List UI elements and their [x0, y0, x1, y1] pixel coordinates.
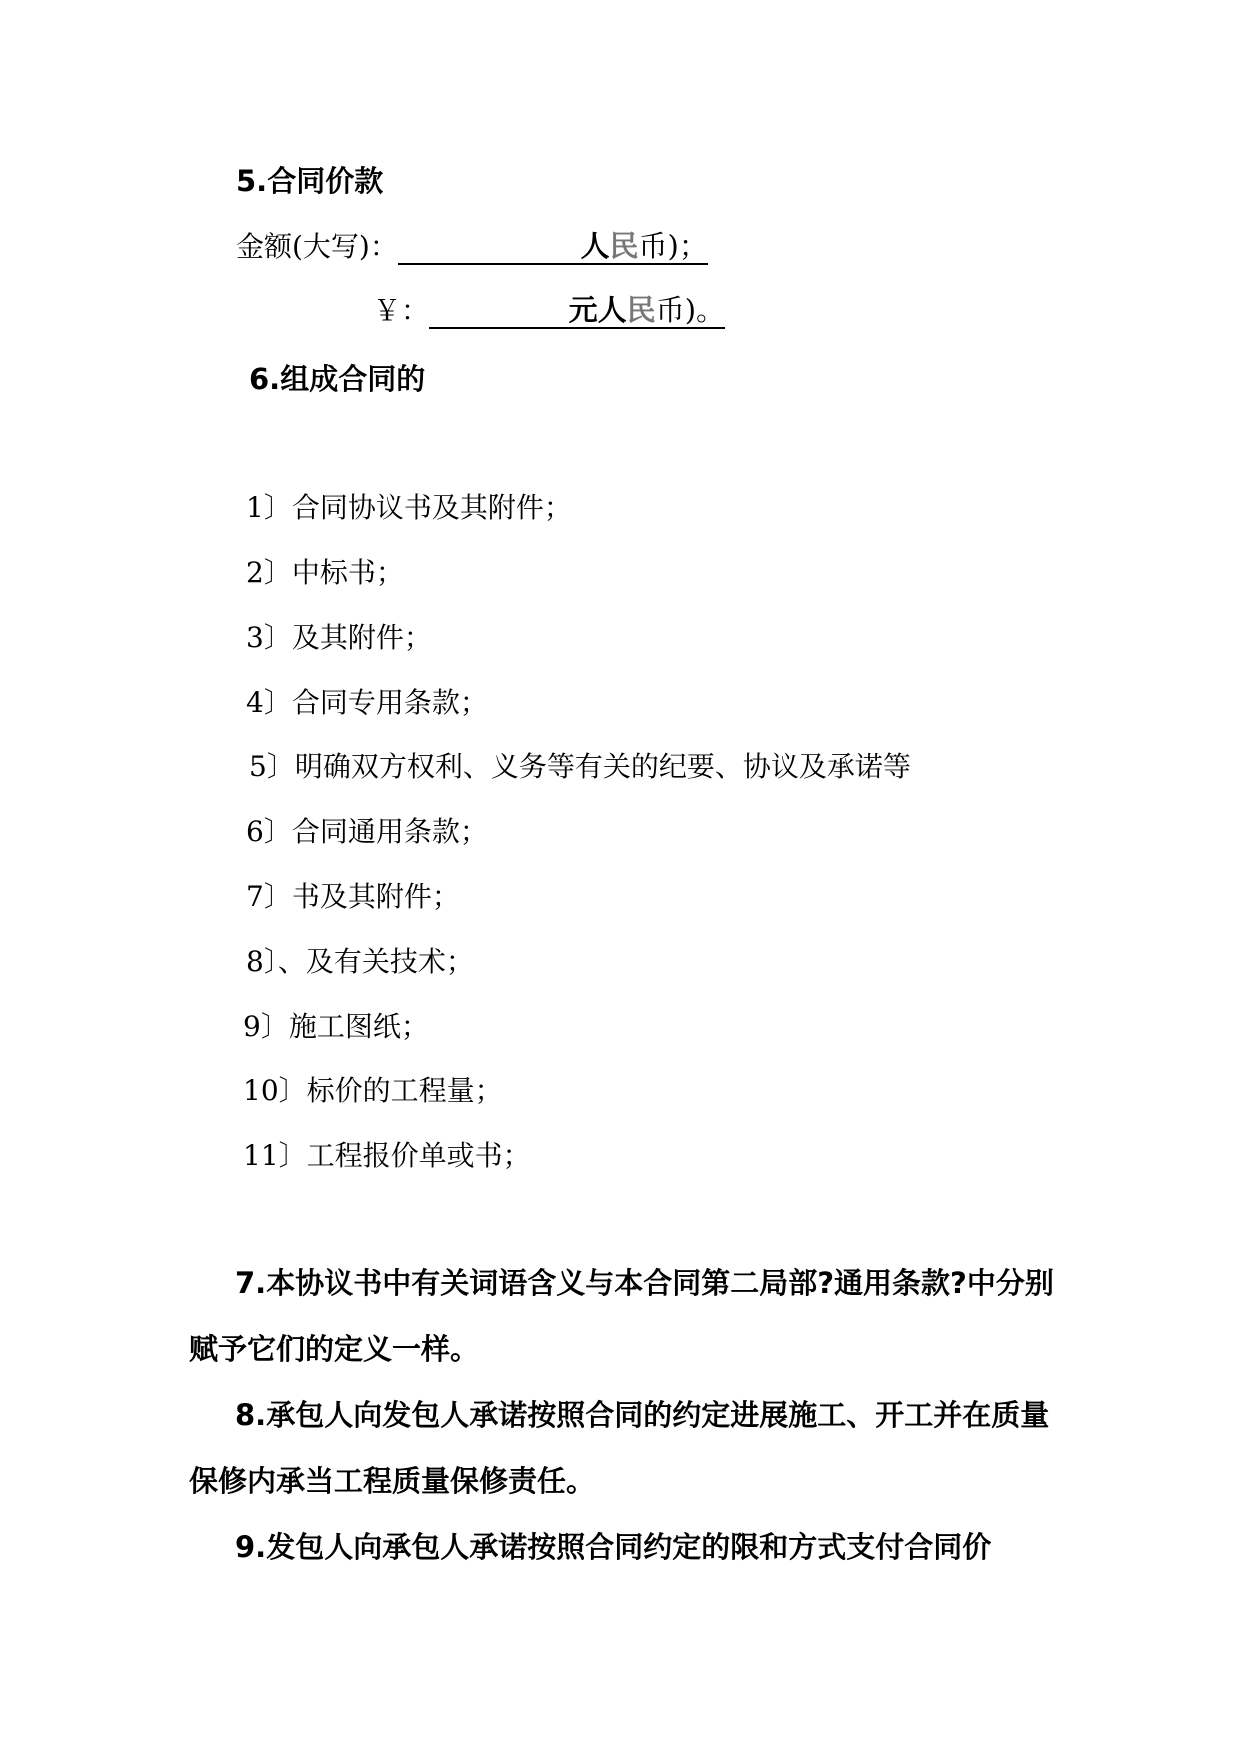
amount-in-words-row	[236, 229, 708, 265]
list-item: 11〕工程报价单或书；	[243, 1139, 531, 1172]
section-5-heading: 5.合同价款	[236, 164, 384, 198]
list-item: 1〕合同协议书及其附件；	[246, 491, 572, 524]
list-item: 3〕及其附件；	[246, 621, 432, 654]
list-item: 2〕中标书；	[246, 556, 404, 589]
list-item: 6〕合同通用条款；	[246, 815, 488, 848]
amount-suffix-1: 人	[580, 229, 610, 263]
yen-suffix-3: 币)。	[655, 293, 726, 327]
amount-in-figures-row	[373, 293, 725, 329]
yen-suffix-2: 民	[626, 293, 656, 327]
yen-suffix-1: 元人	[568, 293, 627, 327]
amount-suffix-2: 民	[609, 229, 639, 263]
amount-suffix-3: 币)；	[638, 229, 708, 263]
section-8-paragraph: 8.承包人向发包人承诺按照合同的约定进展施工、开工并在质量保修内承当工程质量保修责任。	[189, 1398, 1050, 1498]
amount-in-words-label: 金额(大写)：	[236, 230, 398, 263]
list-item: 4〕合同专用条款；	[246, 686, 488, 719]
list-item: 7〕书及其附件；	[246, 880, 460, 913]
section-7-paragraph: 7.本协议书中有关词语含义与本合同第二局部?通用条款?中分别赋予它们的定义一样。	[189, 1266, 1054, 1366]
section-6-heading: 6.组成合同的	[249, 362, 426, 396]
amount-in-figures-field	[429, 293, 725, 329]
section-9-paragraph: 9.发包人向承包人承诺按照合同约定的限和方式支付合同价	[235, 1530, 992, 1564]
list-item: 10〕标价的工程量；	[243, 1074, 503, 1107]
list-item: 5〕明确双方权利、义务等有关的纪要、协议及承诺等	[249, 750, 911, 783]
yen-label: ￥：	[373, 294, 430, 327]
amount-in-words-field	[398, 229, 708, 265]
list-item: 8〕、及有关技术；	[246, 945, 474, 978]
list-item: 9〕施工图纸；	[243, 1010, 429, 1043]
